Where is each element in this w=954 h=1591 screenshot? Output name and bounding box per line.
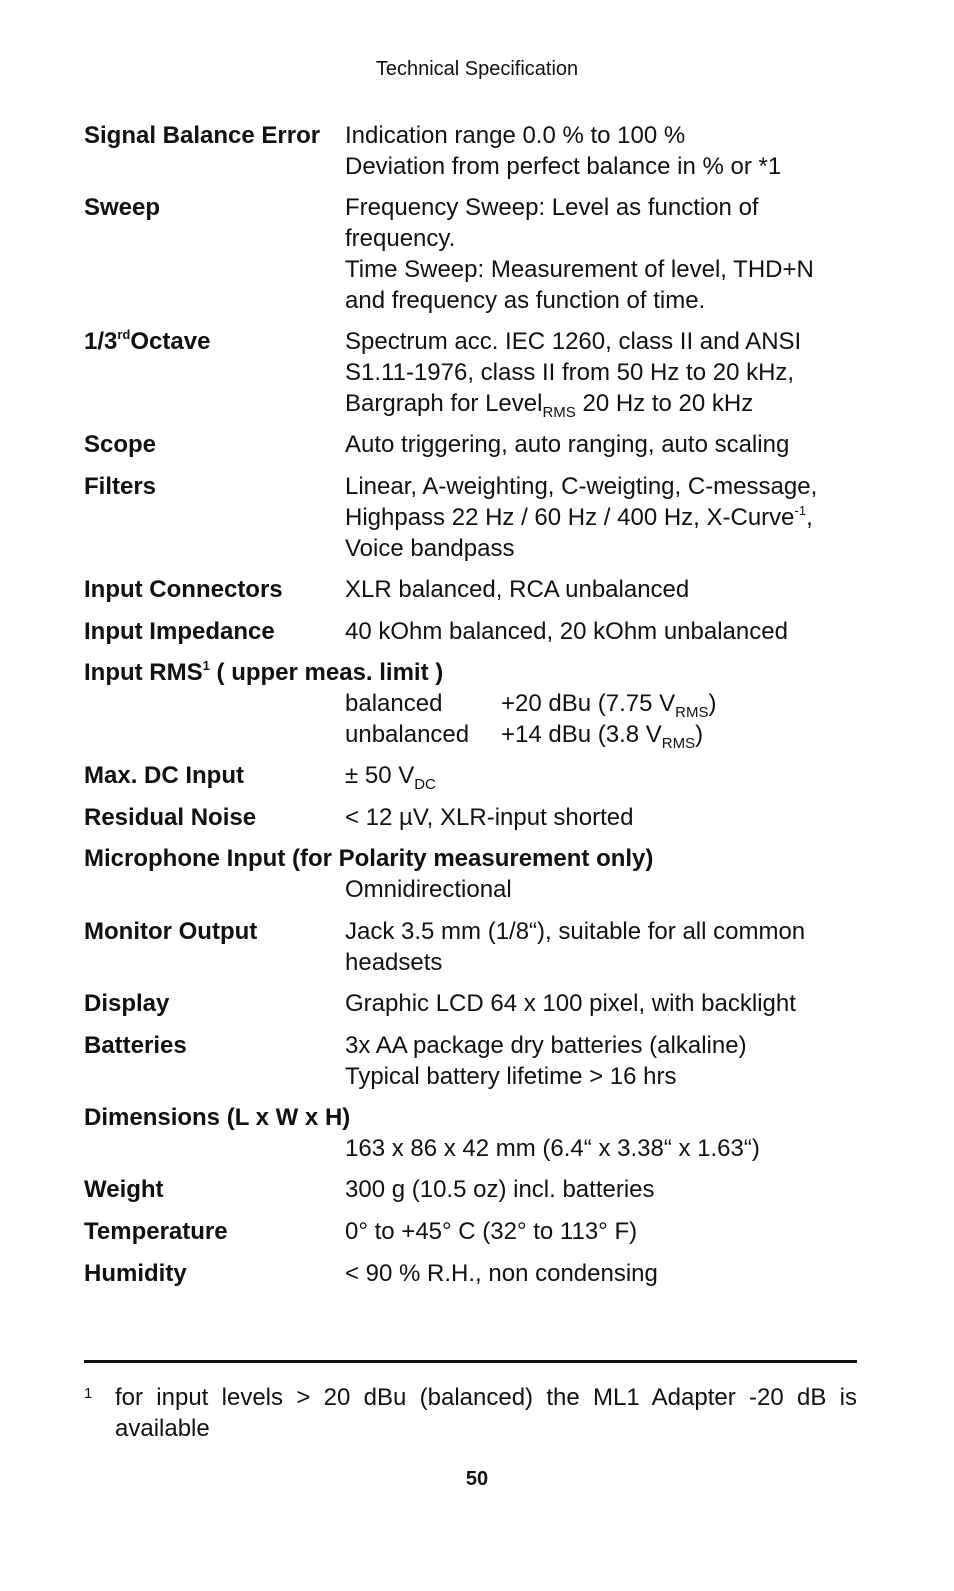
spec-value [345, 429, 885, 460]
spec-value-line: headsets [345, 949, 443, 976]
spec-label: Signal Balance Error [84, 122, 321, 149]
spec-value-line: Time Sweep: Measurement of level, THD+N [345, 256, 814, 283]
spec-value-line: Frequency Sweep: Level as function of [345, 194, 759, 221]
spec-label: Humidity [84, 1260, 187, 1287]
spec-value [345, 1133, 885, 1164]
spec-value-line [345, 388, 885, 419]
spec-value-line: Linear, A-weighting, C-weigting, C-message, [345, 473, 818, 500]
spec-value [345, 192, 885, 316]
spec-label: Sweep [84, 194, 161, 221]
spec-value-line: Voice bandpass [345, 535, 515, 562]
value-text: +14 dBu (3.8 V [501, 721, 662, 748]
spec-value-line: < 12 µV, XLR-input shorted [345, 804, 634, 831]
spec-value [345, 688, 885, 750]
spec-label: Monitor Output [84, 918, 258, 945]
spec-value-line [345, 719, 885, 750]
spec-label [84, 326, 210, 357]
page-number: 50 [465, 1468, 489, 1490]
value-subscript: DC [414, 776, 436, 793]
spec-value [345, 916, 885, 978]
spec-value-line: S1.11-1976, class II from 50 Hz to 20 kHz, [345, 359, 795, 386]
value-text: balanced [345, 690, 443, 717]
spec-value [345, 760, 885, 791]
value-text: unbalanced [345, 721, 470, 748]
spec-value-line: Spectrum acc. IEC 1260, class II and ANSI [345, 328, 802, 355]
spec-label: Display [84, 990, 170, 1017]
footnote-text: for input levels > 20 dBu (balanced) the ML1 Adapter -20 dB is available [115, 1384, 857, 1442]
spec-value [345, 988, 885, 1019]
value-subscript: RMS [542, 404, 576, 421]
spec-label: Filters [84, 473, 157, 500]
value-text: ) [695, 721, 704, 748]
spec-value-line: 163 x 86 x 42 mm (6.4“ x 3.38“ x 1.63“) [345, 1135, 760, 1162]
spec-value-line: 300 g (10.5 oz) incl. batteries [345, 1176, 655, 1203]
spec-label: Dimensions (L x W x H) [84, 1104, 351, 1131]
spec-label: Residual Noise [84, 804, 257, 831]
value-subscript: RMS [661, 735, 696, 752]
spec-value-line: Typical battery lifetime > 16 hrs [345, 1063, 677, 1090]
label-superscript: 1 [202, 658, 210, 673]
running-header: Technical Specification [375, 58, 579, 80]
spec-value [345, 1174, 885, 1205]
spec-label: Batteries [84, 1032, 187, 1059]
label-superscript: rd [117, 327, 131, 342]
spec-value-line: and frequency as function of time. [345, 287, 706, 314]
spec-value [345, 1258, 885, 1289]
spec-value [345, 471, 885, 564]
value-text: Highpass 22 Hz / 60 Hz / 400 Hz, X-Curve [345, 504, 795, 531]
label-text: ( upper meas. limit ) [209, 659, 444, 686]
spec-value [345, 1216, 885, 1247]
spec-value-line [345, 688, 885, 719]
spec-value [345, 616, 885, 647]
footnote-mark: 1 [84, 1385, 93, 1402]
spec-value-line: Graphic LCD 64 x 100 pixel, with backlight [345, 990, 796, 1017]
spec-value [345, 802, 885, 833]
spec-value-line: Auto triggering, auto ranging, auto scaling [345, 431, 790, 458]
value-text: 20 Hz to 20 kHz [575, 390, 754, 417]
spec-value-line: Omnidirectional [345, 876, 512, 903]
label-text: Input RMS [84, 659, 203, 686]
value-text: ± 50 V [345, 762, 415, 789]
spec-label: Temperature [84, 1218, 228, 1245]
spec-label: Input Impedance [84, 618, 275, 645]
spec-value-line: 0° to +45° C (32° to 113° F) [345, 1218, 638, 1245]
value-subscript: RMS [675, 704, 709, 721]
value-superscript: -1 [794, 503, 807, 518]
spec-value-line: 40 kOhm balanced, 20 kOhm unbalanced [345, 618, 788, 645]
value-text: ) [708, 690, 717, 717]
spec-value-line: Jack 3.5 mm (1/8“), suitable for all common [345, 918, 806, 945]
spec-value [345, 574, 885, 605]
spec-value [345, 326, 885, 419]
spec-label [84, 657, 443, 688]
spec-value [345, 874, 885, 905]
spec-label: Weight [84, 1176, 164, 1203]
spec-value [345, 120, 885, 182]
spec-value-line [345, 760, 885, 791]
footnote-divider [84, 1360, 857, 1363]
value-text: , [806, 504, 813, 531]
label-text: Octave [130, 328, 211, 355]
value-text: Bargraph for Level [345, 390, 543, 417]
spec-value-line: XLR balanced, RCA unbalanced [345, 576, 690, 603]
spec-value-line: Indication range 0.0 % to 100 % [345, 122, 686, 149]
spec-value-line: 3x AA package dry batteries (alkaline) [345, 1032, 747, 1059]
label-text: 1/3 [84, 328, 118, 355]
spec-label: Scope [84, 431, 157, 458]
spec-label: Microphone Input (for Polarity measurement only) [84, 845, 654, 872]
spec-label: Input Connectors [84, 576, 283, 603]
spec-value-line [345, 502, 885, 533]
spec-value-line: Deviation from perfect balance in % or *1 [345, 153, 782, 180]
value-text: +20 dBu (7.75 V [501, 690, 676, 717]
spec-value [345, 1030, 885, 1092]
spec-label: Max. DC Input [84, 762, 244, 789]
spec-value-line: frequency. [345, 225, 456, 252]
spec-value-line: < 90 % R.H., non condensing [345, 1260, 658, 1287]
